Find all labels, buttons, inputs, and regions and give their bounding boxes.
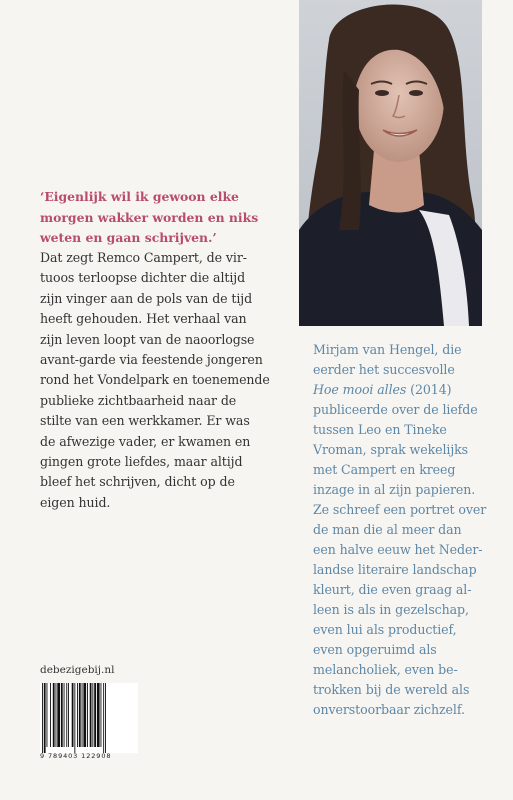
bio-line: melancholiek, even be- — [313, 662, 458, 677]
barcode-bar — [57, 683, 60, 747]
author-bio-text — [313, 340, 497, 720]
barcode-bar — [56, 683, 57, 747]
blurb-line: eigen huid. — [40, 494, 111, 510]
barcode-bar — [103, 683, 104, 753]
barcode-bar — [74, 683, 75, 753]
barcode-bar — [79, 683, 81, 747]
bio-line: kleurt, die even graag al- — [313, 582, 472, 597]
barcode-bar — [87, 683, 88, 747]
barcode-bar — [105, 683, 106, 753]
blurb-text — [40, 248, 295, 513]
bio-line: Vroman, sprak wekelijks — [313, 442, 469, 457]
bio-line: onverstoorbaar zichzelf. — [313, 702, 465, 717]
bio-line: inzage in al zijn papieren. — [313, 482, 476, 497]
bio-line-rest: (2014) — [406, 382, 452, 397]
publisher-website[interactable]: debezigebij.nl — [40, 664, 115, 676]
barcode-bar — [101, 683, 102, 747]
bio-line: een halve eeuw het Neder- — [313, 542, 483, 557]
barcode-bar — [82, 683, 83, 747]
barcode-bar — [61, 683, 63, 747]
quote-line: morgen wakker worden en niks — [40, 209, 259, 225]
author-portrait-image — [299, 0, 482, 326]
blurb-line: stilte van een werkkamer. Er was — [40, 413, 250, 429]
barcode-bar — [50, 683, 51, 747]
bio-line: leen is als in gezelschap, — [313, 602, 469, 617]
bio-line: even lui als productief, — [313, 622, 457, 637]
barcode-bar — [90, 683, 92, 747]
blurb-line: publieke zichtbaarheid naar de — [40, 392, 237, 408]
barcode-bar — [53, 683, 55, 747]
bio-line: publiceerde over de liefde — [313, 402, 478, 417]
bio-line: even opgeruimd als — [313, 642, 437, 657]
blurb-line: heeft gehouden. Het verhaal van — [40, 311, 247, 327]
blurb-line: bleef het schrijven, dicht op de — [40, 474, 235, 490]
blurb-line: tuoos terloopse dichter die altijd — [40, 270, 246, 286]
blurb-line: zijn leven loopt van de naoorlogse — [40, 331, 255, 347]
bio-line: de man die al meer dan — [313, 522, 462, 537]
quote-line: weten en gaan schrijven.’ — [40, 230, 217, 245]
blurb-line: de afwezige vader, er kwamen en — [40, 433, 251, 449]
highlight-quote — [40, 187, 290, 249]
isbn-barcode — [40, 683, 138, 753]
bio-line: landse literaire landschap — [313, 562, 477, 577]
quote-line: ‘Eigenlijk wil ik gewoon elke — [40, 189, 239, 204]
bio-line: met Campert en kreeg — [313, 462, 456, 477]
barcode-bar — [64, 683, 65, 747]
barcode-bar — [92, 683, 93, 747]
barcode-bar — [68, 683, 69, 747]
blurb-line: gingen grote liefdes, maar altijd — [40, 454, 243, 470]
barcode-bar — [66, 683, 67, 747]
barcode-bar — [83, 683, 86, 747]
bio-line: Mirjam van Hengel, die — [313, 342, 462, 357]
bio-line — [313, 380, 497, 400]
book-title-italic: Hoe mooi alles — [313, 382, 407, 397]
blurb-line: avant-garde via feestende jongeren — [40, 352, 263, 368]
isbn-number: 9 789403 122908 — [40, 752, 112, 760]
barcode-image — [40, 683, 138, 753]
barcode-bar — [44, 683, 46, 753]
bio-line: tussen Leo en Tineke — [313, 422, 447, 437]
barcode-bar — [94, 683, 96, 747]
blurb-line: zijn vinger aan de pols van de tijd — [40, 290, 253, 306]
barcode-bar — [42, 683, 43, 753]
barcode-bar — [97, 683, 100, 747]
barcode-bar — [47, 683, 48, 747]
blurb-line: Dat zegt Remco Campert, de vir- — [40, 250, 247, 265]
blurb-line: rond het Vondelpark en toenemende — [40, 372, 270, 388]
barcode-bar — [77, 683, 78, 747]
bio-line: trokken bij de wereld als — [313, 682, 470, 697]
bio-line: Ze schreef een portret over — [313, 502, 487, 517]
author-photo — [299, 0, 482, 326]
bio-line: eerder het succesvolle — [313, 362, 455, 377]
barcode-bar — [72, 683, 74, 747]
